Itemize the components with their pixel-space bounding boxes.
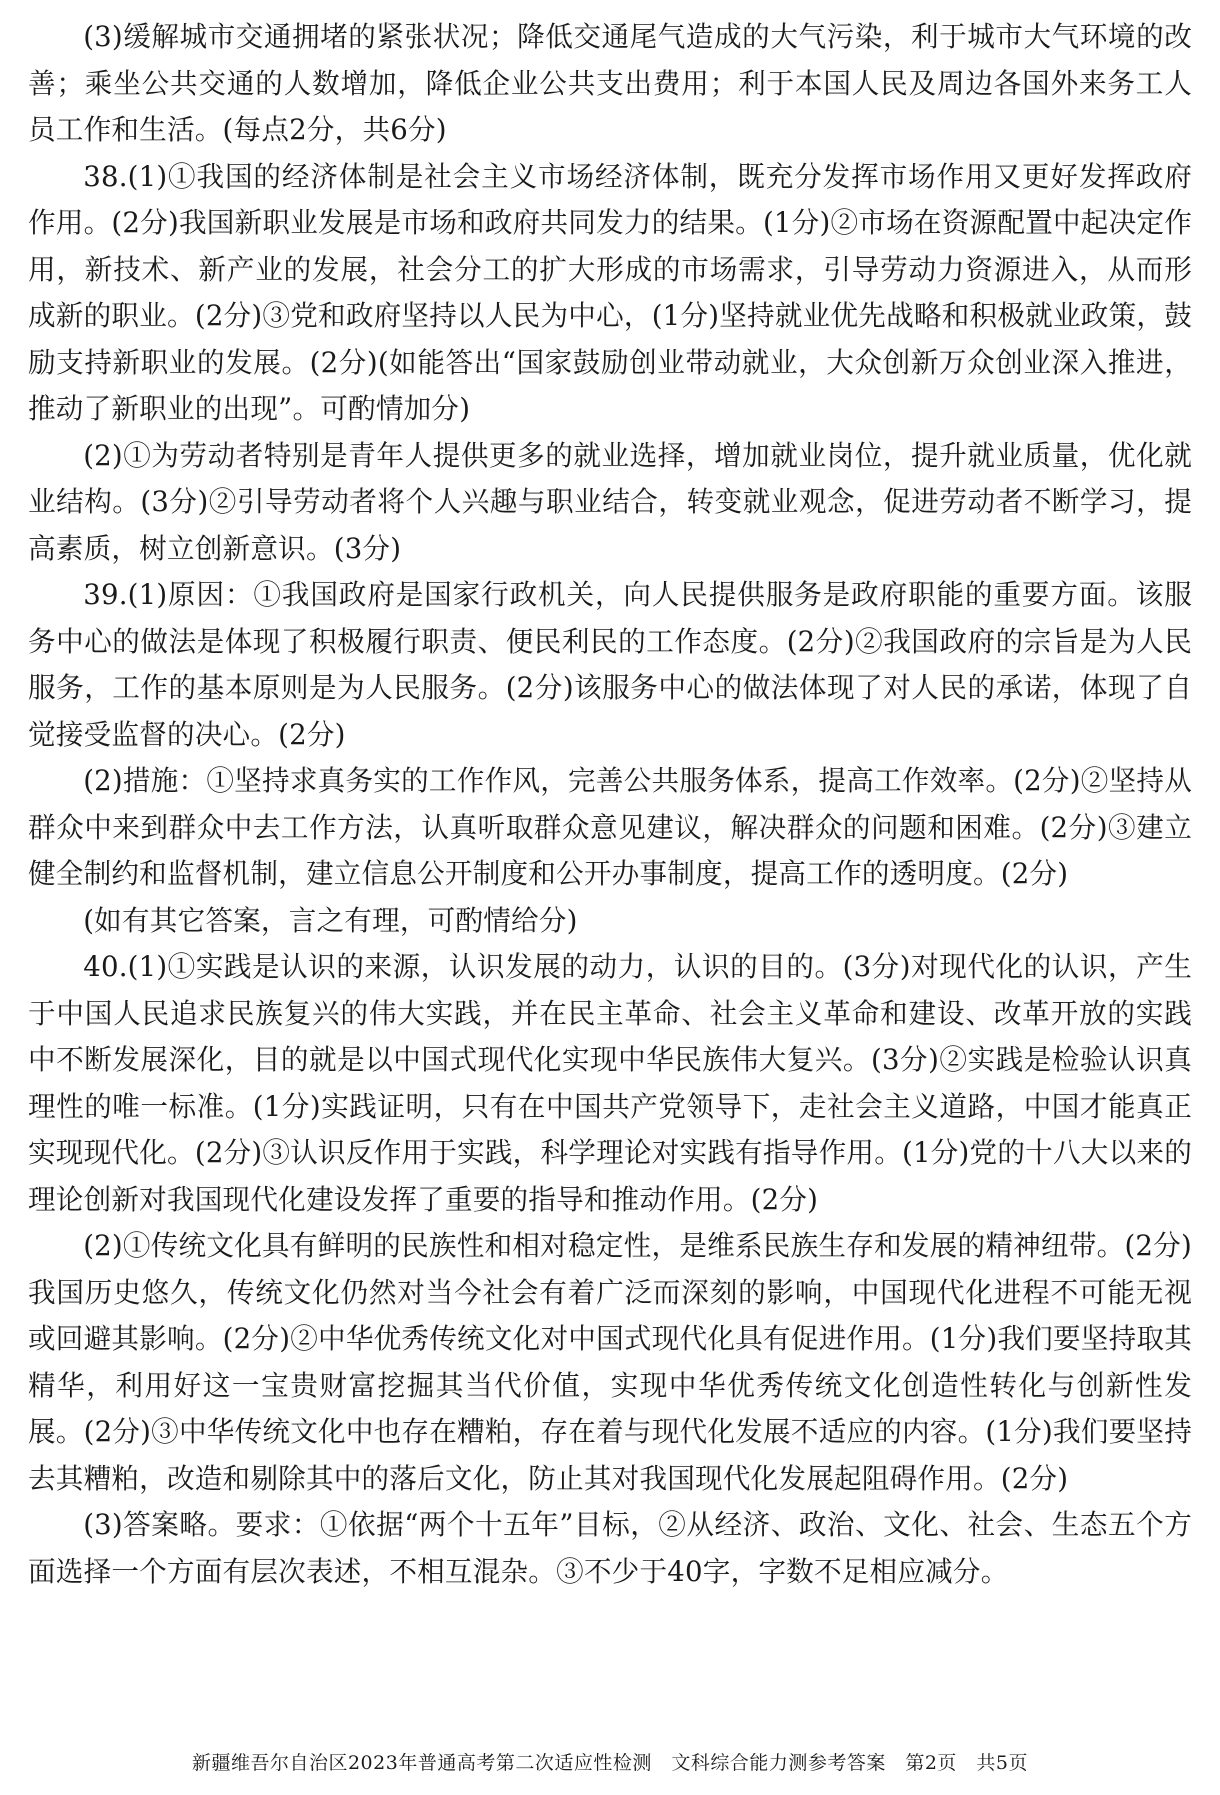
paragraph-39-1: 39.(1)原因：①我国政府是国家行政机关，向人民提供服务是政府职能的重要方面。该服务中心的做法是体现了积极履行职责、便民利民的工作态度。(2分)②我国政府的宗旨是为人民服务，工作的基本原则是为人民服务。(2分)该服务中心的做法体现了对人民的承诺，体现了自觉接受监督的决心。(2分) bbox=[28, 578, 1192, 751]
paragraph-40-3: (3)答案略。要求：①依据“两个十五年”目标，②从经济、政治、文化、社会、生态五个方面选择一个方面有层次表述，不相互混杂。③不少于40字，字数不足相应减分。 bbox=[28, 1508, 1192, 1588]
paragraph-40-1: 40.(1)①实践是认识的来源，认识发展的动力，认识的目的。(3分)对现代化的认识，产生于中国人民追求民族复兴的伟大实践，并在民主革命、社会主义革命和建设、改革开放的实践中不断发展深化，目的就是以中国式现代化实现中华民族伟大复兴。(3分)②实践是检验认识真理性的唯一标准。(1分)实践证明，只有在中国共产党领导下，走社会主义道路，中国才能真正实现现代化。(2分)③认识反作用于实践，科学理论对实践有指导作用。(1分)党的十八大以来的理论创新对我国现代化建设发挥了重要的指导和推动作用。(2分) bbox=[28, 950, 1192, 1216]
paragraph-38-2: (2)①为劳动者特别是青年人提供更多的就业选择，增加就业岗位，提升就业质量，优化就业结构。(3分)②引导劳动者将个人兴趣与职业结合，转变就业观念，促进劳动者不断学习，提高素质，树立创新意识。(3分) bbox=[28, 438, 1192, 565]
answer-document bbox=[28, 14, 1192, 1595]
paragraph-39-2: (2)措施：①坚持求真务实的工作作风，完善公共服务体系，提高工作效率。(2分)②坚持从群众中来到群众中去工作方法，认真听取群众意见建议，解决群众的问题和困难。(2分)③建立健全制约和监督机制，建立信息公开制度和公开办事制度，提高工作的透明度。(2分) bbox=[28, 764, 1192, 890]
paragraph-38-1: 38.(1)①我国的经济体制是社会主义市场经济体制，既充分发挥市场作用又更好发挥政府作用。(2分)我国新职业发展是市场和政府共同发力的结果。(1分)②市场在资源配置中起决定作用，新技术、新产业的发展，社会分工的扩大形成的市场需求，引导劳动力资源进入，从而形成新的职业。(2分)③党和政府坚持以人民为中心，(1分)坚持就业优先战略和积极就业政策，鼓励支持新职业的发展。(2分)(如能答出“国家鼓励创业带动就业，大众创新万众创业深入推进，推动了新职业的出现”。可酌情加分) bbox=[28, 159, 1192, 425]
paragraph-37-3: (3)缓解城市交通拥堵的紧张状况；降低交通尾气造成的大气污染，利于城市大气环境的改善；乘坐公共交通的人数增加，降低企业公共支出费用；利于本国人民及周边各国外来务工人员工作和生活。(每点2分，共6分) bbox=[28, 20, 1192, 146]
page-footer: 新疆维吾尔自治区2023年普通高考第二次适应性检测 文科综合能力测参考答案 第2页 共5页 bbox=[191, 1752, 1029, 1774]
paragraph-40-2: (2)①传统文化具有鲜明的民族性和相对稳定性，是维系民族生存和发展的精神纽带。(2分)我国历史悠久，传统文化仍然对当今社会有着广泛而深刻的影响，中国现代化进程不可能无视或回避其影响。(2分)②中华优秀传统文化对中国式现代化具有促进作用。(1分)我们要坚持取其精华，利用好这一宝贵财富挖掘其当代价值，实现中华优秀传统文化创造性转化与创新性发展。(2分)③中华传统文化中也存在糟粕，存在着与现代化发展不适应的内容。(1分)我们要坚持去其糟粕，改造和剔除其中的落后文化，防止其对我国现代化发展起阻碍作用。(2分) bbox=[28, 1229, 1192, 1495]
paragraph-39-note: (如有其它答案，言之有理，可酌情给分) bbox=[83, 903, 578, 937]
